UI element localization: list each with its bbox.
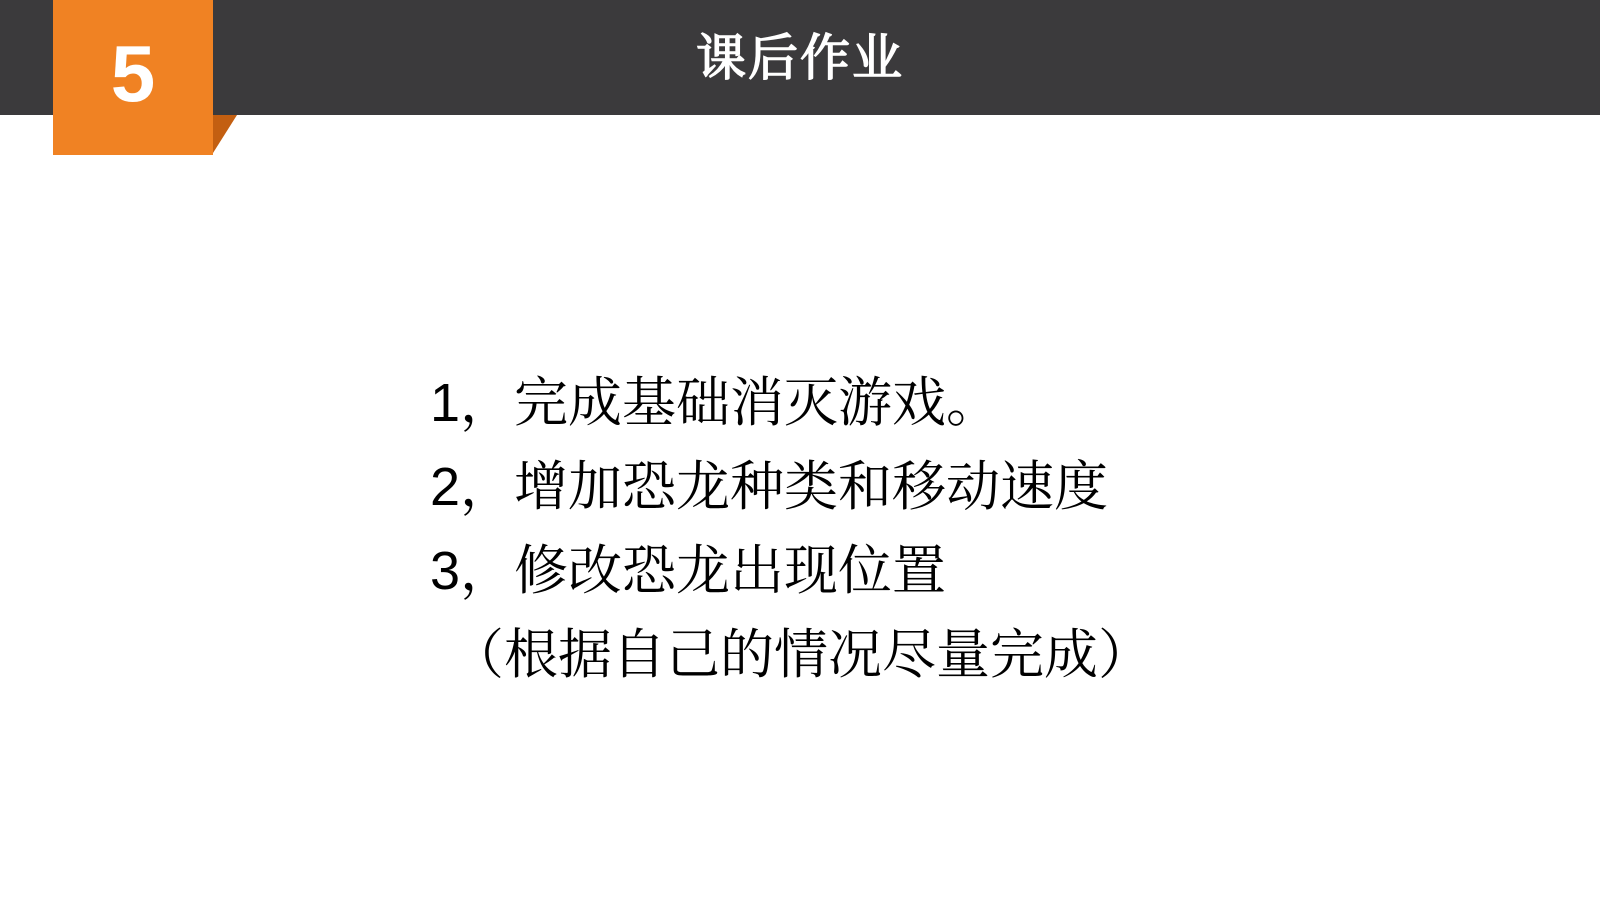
homework-item-3: 3，修改恐龙出现位置: [430, 541, 947, 601]
page-number: 5: [110, 28, 156, 118]
slide-title: 课后作业: [696, 29, 904, 86]
homework-note: （根据自己的情况尽量完成）: [450, 625, 1152, 685]
homework-list: [430, 361, 1152, 697]
header-bar: [0, 0, 1600, 118]
homework-item-2: 2，增加恐龙种类和移动速度: [430, 457, 1109, 517]
homework-item-1: 1，完成基础消灭游戏。: [430, 373, 1001, 433]
page-number-badge: [53, 0, 213, 155]
ribbon-fold-shape: [213, 115, 237, 153]
